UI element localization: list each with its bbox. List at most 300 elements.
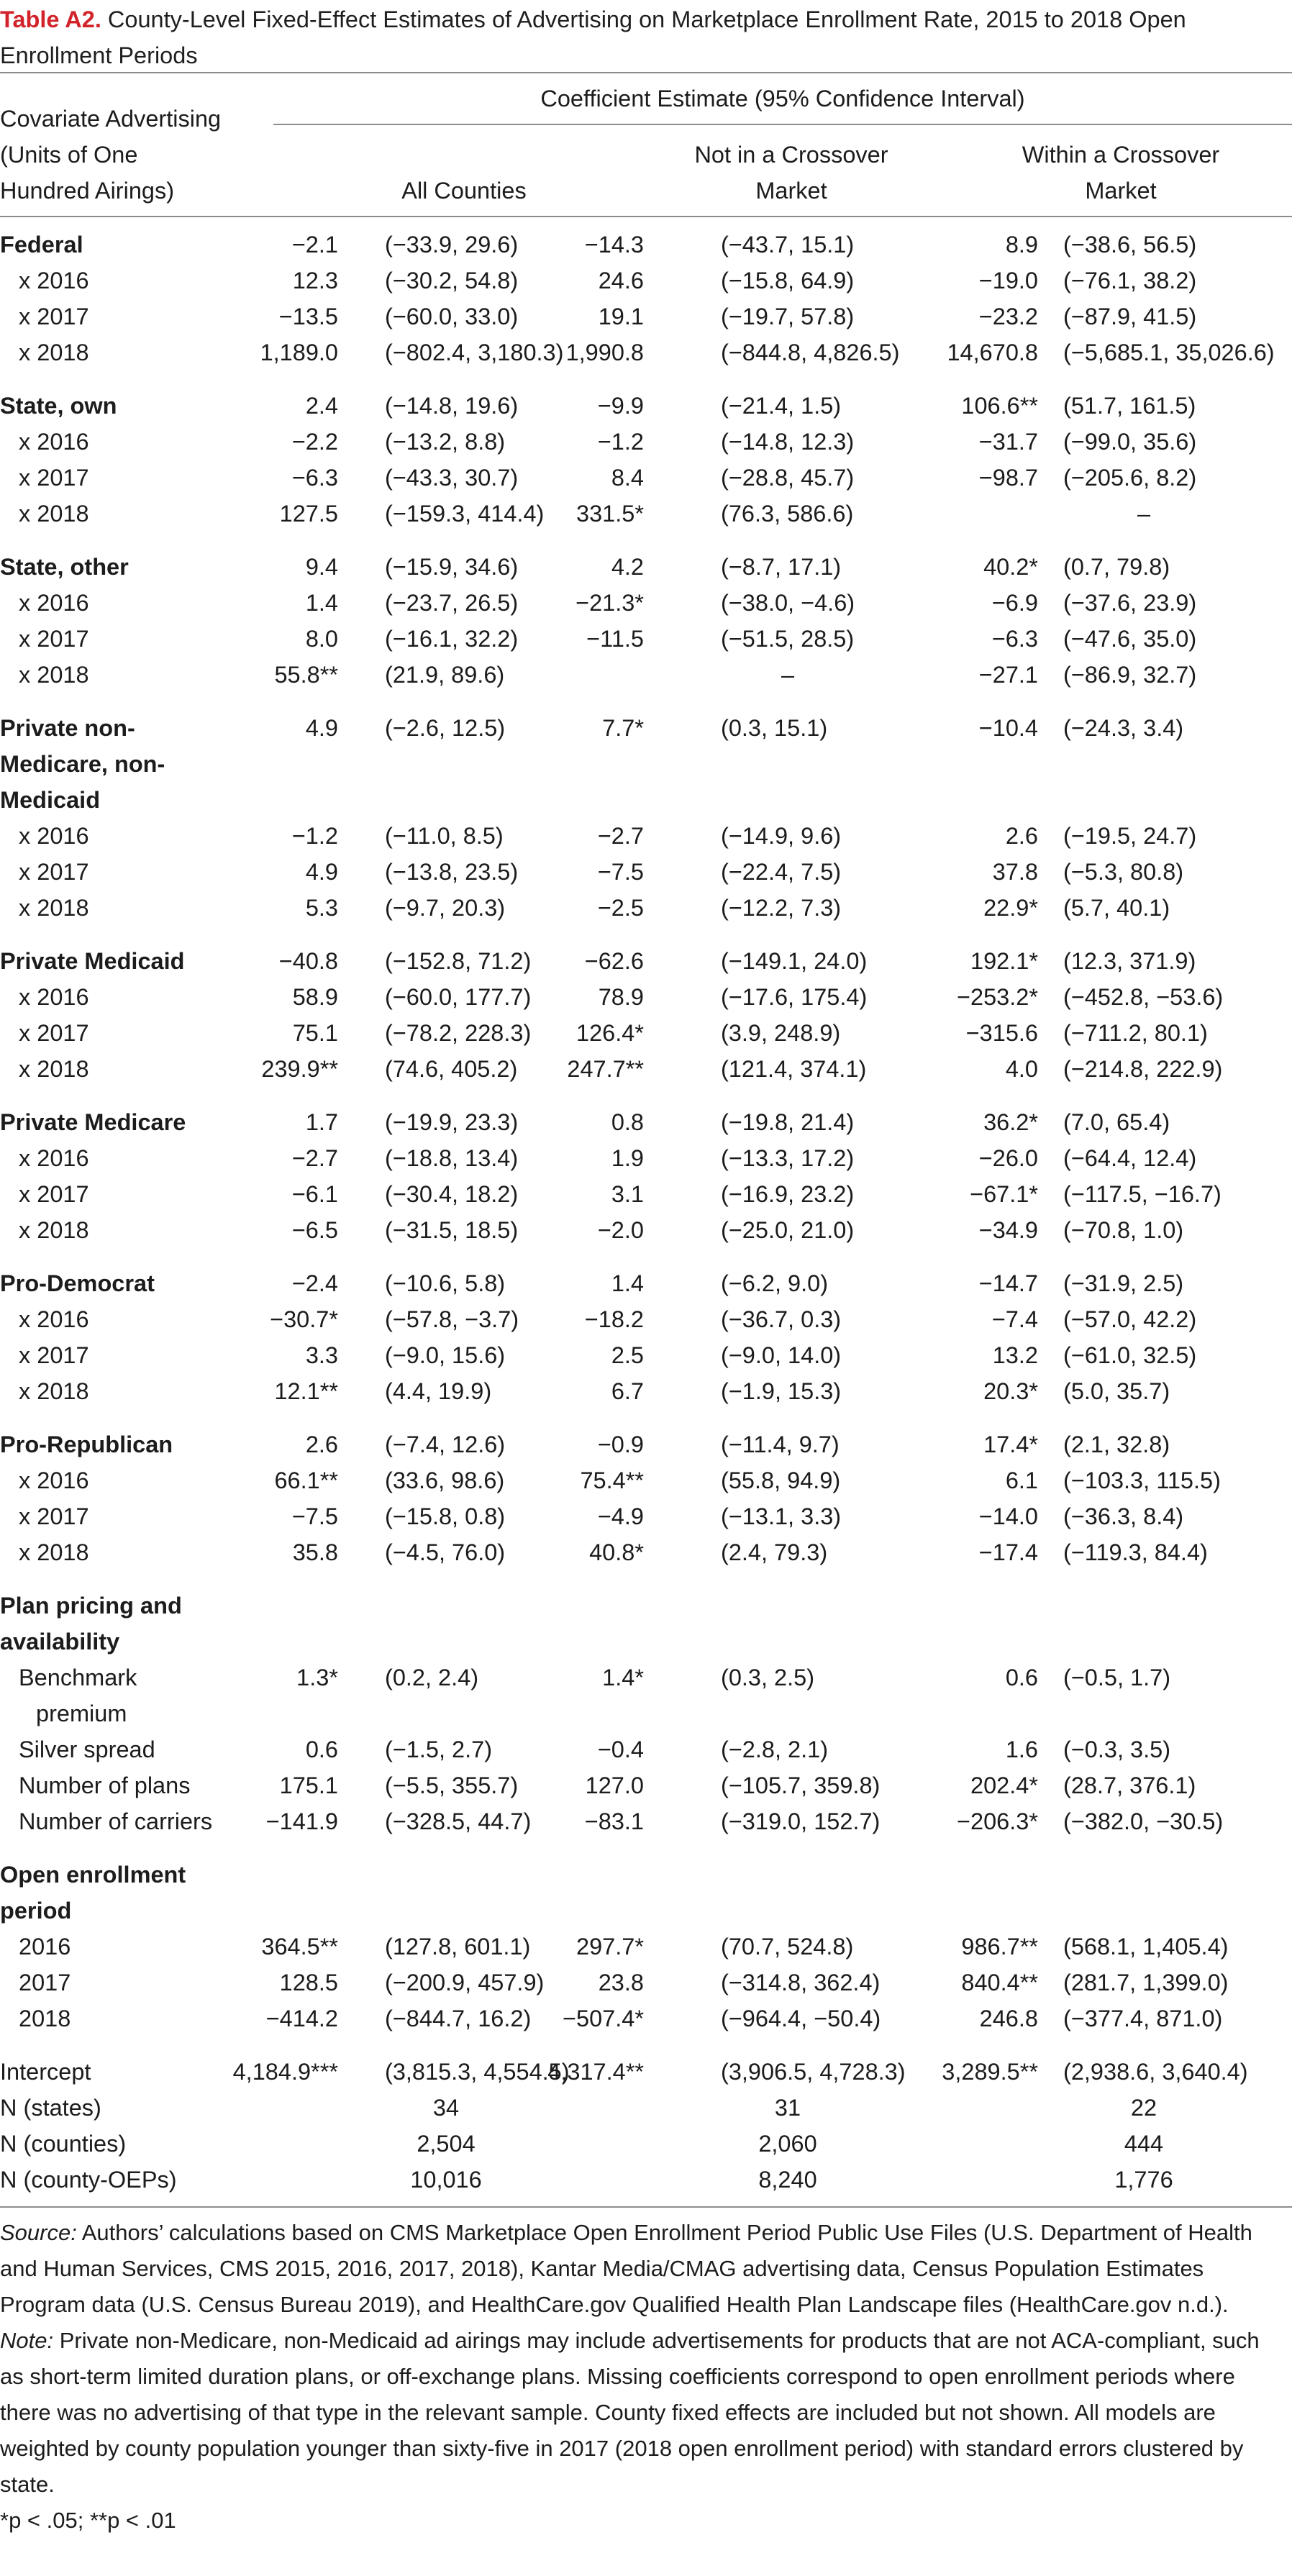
ci-cell: (−64.4, 12.4) xyxy=(1063,1145,1197,1171)
ci-cell: (51.7, 161.5) xyxy=(1063,393,1196,419)
coefficient-cell: 55.8** xyxy=(274,662,338,688)
ci-cell: (−43.7, 15.1) xyxy=(721,232,855,258)
coefficient-cell: 4.2 xyxy=(611,554,644,580)
coefficient-cell: 78.9 xyxy=(598,984,644,1010)
coefficient-cell: 4.9 xyxy=(305,715,338,741)
coefficient-cell: 331.5* xyxy=(576,501,644,527)
ci-cell: (−87.9, 41.5) xyxy=(1063,304,1197,329)
significance-note: *p < .05; **p < .01 xyxy=(0,2508,176,2533)
ci-cell: (2.1, 32.8) xyxy=(1063,1432,1170,1457)
coefficient-cell: 23.8 xyxy=(598,1970,644,1995)
summary-value: 31 xyxy=(774,2095,801,2121)
ci-cell: (−13.1, 3.3) xyxy=(721,1503,842,1529)
summary-value: 1,776 xyxy=(1114,2167,1173,2193)
ci-cell: (74.6, 405.2) xyxy=(385,1056,518,1082)
coefficient-cell: 128.5 xyxy=(279,1970,338,1995)
ci-cell: (2,938.6, 3,640.4) xyxy=(1063,2059,1248,2085)
ci-cell: (−31.5, 18.5) xyxy=(385,1217,519,1243)
ci-cell: (2.4, 79.3) xyxy=(721,1539,828,1565)
ci-cell: (−14.9, 9.6) xyxy=(721,823,842,849)
general-note xyxy=(0,2323,1288,2503)
ci-cell: (76.3, 586.6) xyxy=(721,501,854,527)
ci-cell: (4.4, 19.9) xyxy=(385,1378,492,1404)
ci-cell: (−22.4, 7.5) xyxy=(721,859,842,885)
ci-cell: (−19.9, 23.3) xyxy=(385,1109,519,1135)
coefficient-cell: −13.5 xyxy=(278,304,338,329)
ci-cell: (−19.8, 21.4) xyxy=(721,1109,855,1135)
ci-cell: (−24.3, 3.4) xyxy=(1063,715,1184,741)
coefficient-cell: 239.9** xyxy=(261,1056,338,1082)
ci-cell: (−36.3, 8.4) xyxy=(1063,1503,1184,1529)
covariate-header-line-3: Hundred Airings) xyxy=(0,178,175,204)
coefficient-cell: 58.9 xyxy=(292,984,338,1010)
ci-cell: (−57.8, −3.7) xyxy=(385,1306,519,1332)
ci-cell: (127.8, 601.1) xyxy=(385,1934,531,1960)
row-label: Medicaid xyxy=(0,787,101,813)
coefficient-cell: −19.0 xyxy=(978,268,1038,293)
ci-cell: (55.8, 94.9) xyxy=(721,1467,841,1493)
coefficient-cell: 1.4 xyxy=(611,1270,644,1296)
coefficient-cell: −1.2 xyxy=(597,429,644,455)
coefficient-cell: −17.4 xyxy=(978,1539,1038,1565)
row-label: premium xyxy=(36,1701,127,1726)
row-label: Federal xyxy=(0,232,83,258)
ci-cell: (−17.6, 175.4) xyxy=(721,984,868,1010)
row-label: x 2017 xyxy=(19,1503,89,1529)
coefficient-cell: −6.3 xyxy=(291,465,338,491)
row-label: x 2017 xyxy=(19,1020,89,1046)
ci-cell: (−78.2, 228.3) xyxy=(385,1020,532,1046)
ci-cell: (−15.8, 64.9) xyxy=(721,268,855,293)
coefficient-cell: 14,670.8 xyxy=(947,340,1038,365)
ci-cell: (−16.1, 32.2) xyxy=(385,626,519,652)
coefficient-cell: −67.1* xyxy=(970,1181,1038,1207)
ci-cell: (3,815.3, 4,554.5) xyxy=(385,2059,570,2085)
coefficient-cell: 6.7 xyxy=(611,1378,644,1404)
col-header-within-crossover-line-1: Within a Crossover xyxy=(1022,142,1220,168)
ci-cell: (−47.6, 35.0) xyxy=(1063,626,1197,652)
coefficient-cell: 0.6 xyxy=(305,1737,338,1762)
coefficient-cell: 19.1 xyxy=(598,304,644,329)
coefficient-cell: 106.6** xyxy=(961,393,1038,419)
ci-cell: (−5,685.1, 35,026.6) xyxy=(1063,340,1275,365)
row-label: x 2017 xyxy=(19,304,89,329)
coefficient-cell: −11.5 xyxy=(586,626,644,652)
ci-cell: (−149.1, 24.0) xyxy=(721,948,868,974)
coefficient-cell: −40.8 xyxy=(278,948,338,974)
row-label: Plan pricing and xyxy=(0,1593,182,1619)
row-label: x 2017 xyxy=(19,1342,89,1368)
ci-cell: (−844.7, 16.2) xyxy=(385,2006,532,2031)
coefficient-cell: −6.1 xyxy=(291,1181,338,1207)
coefficient-cell: 0.8 xyxy=(611,1109,644,1135)
ci-cell: (−43.3, 30.7) xyxy=(385,465,519,491)
ci-cell: (−200.9, 457.9) xyxy=(385,1970,545,1995)
ci-cell: (28.7, 376.1) xyxy=(1063,1772,1196,1798)
ci-cell: (5.7, 40.1) xyxy=(1063,895,1170,921)
coefficient-cell: −14.3 xyxy=(584,232,644,258)
coefficient-cell: 6.1 xyxy=(1005,1467,1038,1493)
coefficient-cell: 20.3* xyxy=(983,1378,1038,1404)
summary-value: 2,060 xyxy=(758,2131,817,2157)
row-label: Medicare, non- xyxy=(0,751,165,777)
row-label: Open enrollment xyxy=(0,1862,186,1888)
coefficient-cell: 246.8 xyxy=(979,2006,1038,2031)
coefficient-cell: −21.3* xyxy=(576,590,644,616)
ci-cell: (−205.6, 8.2) xyxy=(1063,465,1197,491)
missing-value-dash: – xyxy=(1137,501,1151,527)
ci-cell: (−119.3, 84.4) xyxy=(1063,1539,1208,1565)
summary-label: N (counties) xyxy=(0,2131,127,2157)
row-label: 2017 xyxy=(19,1970,71,1995)
ci-cell: (−31.9, 2.5) xyxy=(1063,1270,1184,1296)
coefficient-cell: 75.4** xyxy=(580,1467,644,1493)
row-label: availability xyxy=(0,1629,120,1655)
ci-cell: (−38.6, 56.5) xyxy=(1063,232,1197,258)
row-label: x 2018 xyxy=(19,1056,89,1082)
ci-cell: (−33.9, 29.6) xyxy=(385,232,519,258)
coefficient-cell: −2.7 xyxy=(291,1145,338,1171)
ci-cell: (3.9, 248.9) xyxy=(721,1020,841,1046)
ci-cell: (−117.5, −16.7) xyxy=(1063,1181,1222,1207)
ci-cell: (0.3, 2.5) xyxy=(721,1665,815,1690)
ci-cell: (−13.8, 23.5) xyxy=(385,859,519,885)
ci-cell: (568.1, 1,405.4) xyxy=(1063,1934,1229,1960)
note-text: Private non-Medicare, non-Medicaid ad airings may include advertisements for products that are not ACA-compliant, such as short-term limited duration plans, or off-exchange plans. Missing coefficients correspond to open enrollment periods where there was no advertising of that type in the relevant sample. County fixed effects are included but not shown. All models are weighted by county population younger than sixty-five in 2017 (2018 open enrollment period) with standard errors clustered by state. xyxy=(0,2328,1260,2497)
ci-cell: (−19.7, 57.8) xyxy=(721,304,855,329)
coefficient-cell: 8.4 xyxy=(611,465,644,491)
row-label: Intercept xyxy=(0,2059,91,2085)
ci-cell: (−70.8, 1.0) xyxy=(1063,1217,1184,1243)
ci-cell: (−38.0, −4.6) xyxy=(721,590,855,616)
coefficient-cell: 2.6 xyxy=(1005,823,1038,849)
summary-label: N (states) xyxy=(0,2095,101,2121)
coefficient-cell: −2.5 xyxy=(597,895,644,921)
coefficient-cell: 175.1 xyxy=(279,1772,338,1798)
ci-cell: (−0.3, 3.5) xyxy=(1063,1737,1171,1762)
ci-cell: (−86.9, 32.7) xyxy=(1063,662,1197,688)
coefficient-cell: 13.2 xyxy=(992,1342,1038,1368)
coefficient-cell: −4.9 xyxy=(597,1503,644,1529)
covariate-header-line-1: Covariate Advertising xyxy=(0,106,222,132)
ci-cell: (−14.8, 12.3) xyxy=(721,429,855,455)
ci-cell: (−9.0, 15.6) xyxy=(385,1342,506,1368)
col-header-all-counties: All Counties xyxy=(401,178,527,204)
ci-cell: (0.3, 15.1) xyxy=(721,715,828,741)
table-title-text: County-Level Fixed-Effect Estimates of Advertising on Marketplace Enrollment Rate, 2015 to 2018 Open Enrollment Periods xyxy=(0,6,1186,68)
ci-cell: (−1.5, 2.7) xyxy=(385,1737,493,1762)
coefficient-cell: 12.1** xyxy=(274,1378,338,1404)
ci-cell: (5.0, 35.7) xyxy=(1063,1378,1170,1404)
source-note xyxy=(0,2215,1288,2323)
source-label: Source: xyxy=(0,2220,77,2245)
coefficient-cell: −6.9 xyxy=(991,590,1038,616)
ci-cell: (−30.2, 54.8) xyxy=(385,268,519,293)
coefficient-cell: 1.4* xyxy=(602,1665,644,1690)
coefficient-cell: 1.7 xyxy=(305,1109,338,1135)
ci-cell: (−2.8, 2.1) xyxy=(721,1737,829,1762)
summary-value: 34 xyxy=(432,2095,460,2121)
ci-cell: (−99.0, 35.6) xyxy=(1063,429,1197,455)
table-notes xyxy=(0,2215,1288,2539)
coefficient-cell: 3.1 xyxy=(611,1181,644,1207)
coefficient-cell: 3,289.5** xyxy=(942,2059,1038,2085)
coefficient-cell: 5.3 xyxy=(305,895,338,921)
ci-cell: (−37.6, 23.9) xyxy=(1063,590,1197,616)
coefficient-cell: 1.3* xyxy=(296,1665,338,1690)
ci-cell: (−802.4, 3,180.3) xyxy=(385,340,564,365)
ci-cell: (−60.0, 33.0) xyxy=(385,304,519,329)
summary-value: 2,504 xyxy=(417,2131,476,2157)
coefficient-cell: −23.2 xyxy=(978,304,1038,329)
coefficient-cell: −83.1 xyxy=(584,1808,644,1834)
coefficient-cell: 17.4* xyxy=(983,1432,1038,1457)
ci-cell: (12.3, 371.9) xyxy=(1063,948,1196,974)
row-label: period xyxy=(0,1898,72,1924)
row-label: State, other xyxy=(0,554,129,580)
coefficient-cell: −34.9 xyxy=(978,1217,1038,1243)
summary-value: 10,016 xyxy=(410,2167,482,2193)
coefficient-cell: 986.7** xyxy=(961,1934,1038,1960)
spanner-header: Coefficient Estimate (95% Confidence Interval) xyxy=(540,86,1025,111)
coefficient-cell: −2.0 xyxy=(597,1217,644,1243)
coefficient-cell: 202.4* xyxy=(970,1772,1038,1798)
coefficient-cell: 364.5** xyxy=(261,1934,338,1960)
missing-value-dash: – xyxy=(781,662,795,688)
row-label: 2018 xyxy=(19,2006,71,2031)
coefficient-cell: 127.5 xyxy=(279,501,338,527)
row-label: x 2016 xyxy=(19,1467,89,1493)
coefficient-cell: −0.4 xyxy=(597,1737,644,1762)
ci-cell: (−36.7, 0.3) xyxy=(721,1306,842,1332)
row-label: Pro-Republican xyxy=(0,1432,173,1457)
row-label: x 2016 xyxy=(19,590,89,616)
ci-cell: (−11.4, 9.7) xyxy=(721,1432,840,1457)
ci-cell: (−16.9, 23.2) xyxy=(721,1181,855,1207)
row-label: x 2018 xyxy=(19,1378,89,1404)
coefficient-cell: 840.4** xyxy=(961,1970,1038,1995)
coefficient-cell: 0.6 xyxy=(1005,1665,1038,1690)
row-label: x 2018 xyxy=(19,895,89,921)
coefficient-cell: 2.6 xyxy=(305,1432,338,1457)
coefficient-cell: 12.3 xyxy=(292,268,338,293)
ci-cell: (−159.3, 414.4) xyxy=(385,501,545,527)
ci-cell: (−51.5, 28.5) xyxy=(721,626,855,652)
row-label: x 2018 xyxy=(19,340,89,365)
row-label: Number of carriers xyxy=(19,1808,213,1834)
row-label: Silver spread xyxy=(19,1737,155,1762)
ci-cell: (−5.3, 80.8) xyxy=(1063,859,1184,885)
coefficient-cell: −2.1 xyxy=(291,232,338,258)
coefficient-cell: −141.9 xyxy=(265,1808,338,1834)
row-label: Number of plans xyxy=(19,1772,191,1798)
row-label: Private non- xyxy=(0,715,135,741)
coefficient-cell: 1,189.0 xyxy=(260,340,338,365)
coefficient-cell: 126.4* xyxy=(576,1020,644,1046)
row-label: x 2017 xyxy=(19,859,89,885)
ci-cell: (−9.7, 20.3) xyxy=(385,895,506,921)
summary-value: 444 xyxy=(1124,2131,1164,2157)
col-header-not-crossover-line-2: Market xyxy=(755,178,827,204)
ci-cell: (−25.0, 21.0) xyxy=(721,1217,855,1243)
coefficient-cell: 24.6 xyxy=(598,268,644,293)
coefficient-cell: −9.9 xyxy=(597,393,644,419)
row-label: Benchmark xyxy=(19,1665,137,1690)
row-label: x 2016 xyxy=(19,984,89,1010)
coefficient-cell: −18.2 xyxy=(584,1306,644,1332)
coefficient-cell: 37.8 xyxy=(992,859,1038,885)
ci-cell: (−19.5, 24.7) xyxy=(1063,823,1197,849)
row-label: x 2016 xyxy=(19,1145,89,1171)
ci-cell: (−10.6, 5.8) xyxy=(385,1270,506,1296)
row-label: Private Medicaid xyxy=(0,948,185,974)
coefficient-cell: −2.7 xyxy=(597,823,644,849)
coefficient-cell: −30.7* xyxy=(270,1306,338,1332)
coefficient-cell: 1.4 xyxy=(305,590,338,616)
coefficient-cell: 8.0 xyxy=(305,626,338,652)
ci-cell: (−18.8, 13.4) xyxy=(385,1145,519,1171)
coefficient-cell: −6.3 xyxy=(991,626,1038,652)
ci-cell: (−8.7, 17.1) xyxy=(721,554,842,580)
coefficient-cell: −98.7 xyxy=(978,465,1038,491)
coefficient-cell: −7.5 xyxy=(291,1503,338,1529)
coefficient-cell: 9.4 xyxy=(305,554,338,580)
ci-cell: (0.7, 79.8) xyxy=(1063,554,1170,580)
coefficient-cell: 40.8* xyxy=(589,1539,644,1565)
row-label: x 2018 xyxy=(19,1539,89,1565)
col-header-not-crossover-line-1: Not in a Crossover xyxy=(694,142,888,168)
coefficient-cell: 8.9 xyxy=(1005,232,1038,258)
coefficient-cell: 4,184.9*** xyxy=(232,2059,338,2085)
row-label: x 2017 xyxy=(19,1181,89,1207)
row-label: 2016 xyxy=(19,1934,71,1960)
coefficient-cell: −253.2* xyxy=(957,984,1038,1010)
ci-cell: (3,906.5, 4,728.3) xyxy=(721,2059,906,2085)
summary-value: 22 xyxy=(1130,2095,1157,2121)
table-label: Table A2. xyxy=(0,6,101,32)
coefficient-cell: −62.6 xyxy=(584,948,644,974)
coefficient-cell: −26.0 xyxy=(978,1145,1038,1171)
coefficient-cell: 1,990.8 xyxy=(565,340,644,365)
coefficient-cell: −10.4 xyxy=(978,715,1038,741)
ci-cell: (−15.9, 34.6) xyxy=(385,554,519,580)
ci-cell: (−76.1, 38.2) xyxy=(1063,268,1197,293)
ci-cell: (281.7, 1,399.0) xyxy=(1063,1970,1229,1995)
col-header-within-crossover-line-2: Market xyxy=(1085,178,1157,204)
ci-cell: (−12.2, 7.3) xyxy=(721,895,842,921)
ci-cell: (−964.4, −50.4) xyxy=(721,2006,881,2031)
row-label: x 2017 xyxy=(19,465,89,491)
row-label: x 2018 xyxy=(19,1217,89,1243)
ci-cell: (−9.0, 14.0) xyxy=(721,1342,842,1368)
coefficient-cell: 192.1* xyxy=(970,948,1038,974)
coefficient-cell: 4.9 xyxy=(305,859,338,885)
row-label: x 2018 xyxy=(19,501,89,527)
coefficient-cell: −7.4 xyxy=(991,1306,1038,1332)
row-label: x 2016 xyxy=(19,268,89,293)
ci-cell: (0.2, 2.4) xyxy=(385,1665,479,1690)
ci-cell: (−319.0, 152.7) xyxy=(721,1808,881,1834)
note-label: Note: xyxy=(0,2328,54,2353)
coefficient-cell: −1.2 xyxy=(291,823,338,849)
coefficient-cell: −14.0 xyxy=(978,1503,1038,1529)
ci-cell: (−103.3, 115.5) xyxy=(1063,1467,1221,1493)
coefficient-cell: −507.4* xyxy=(563,2006,644,2031)
ci-cell: (70.7, 524.8) xyxy=(721,1934,854,1960)
row-label: State, own xyxy=(0,393,117,419)
ci-cell: (−23.7, 26.5) xyxy=(385,590,519,616)
coefficient-cell: 4,317.4** xyxy=(547,2059,644,2085)
ci-cell: (−57.0, 42.2) xyxy=(1063,1306,1197,1332)
coefficient-cell: −6.5 xyxy=(291,1217,338,1243)
summary-label: N (county-OEPs) xyxy=(0,2167,177,2193)
row-label: x 2016 xyxy=(19,429,89,455)
ci-cell: (−28.8, 45.7) xyxy=(721,465,855,491)
ci-cell: (−13.3, 17.2) xyxy=(721,1145,855,1171)
ci-cell: (−21.4, 1.5) xyxy=(721,393,842,419)
coefficient-cell: 297.7* xyxy=(576,1934,644,1960)
coefficient-cell: −0.9 xyxy=(597,1432,644,1457)
ci-cell: (−5.5, 355.7) xyxy=(385,1772,519,1798)
ci-cell: (33.6, 98.6) xyxy=(385,1467,505,1493)
ci-cell: (−4.5, 76.0) xyxy=(385,1539,506,1565)
row-label: x 2016 xyxy=(19,1306,89,1332)
coefficient-cell: 40.2* xyxy=(983,554,1038,580)
ci-cell: (−13.2, 8.8) xyxy=(385,429,506,455)
coefficient-cell: 22.9* xyxy=(983,895,1038,921)
ci-cell: (−11.0, 8.5) xyxy=(385,823,504,849)
ci-cell: (−30.4, 18.2) xyxy=(385,1181,519,1207)
coefficient-cell: 66.1** xyxy=(274,1467,338,1493)
ci-cell: (−0.5, 1.7) xyxy=(1063,1665,1171,1690)
bottom-rule xyxy=(0,2206,1292,2208)
summary-value: 8,240 xyxy=(758,2167,817,2193)
ci-cell: (−214.8, 222.9) xyxy=(1063,1056,1223,1082)
coefficient-cell: 4.0 xyxy=(1005,1056,1038,1082)
ci-cell: (−14.8, 19.6) xyxy=(385,393,519,419)
coefficient-cell: −414.2 xyxy=(265,2006,338,2031)
coefficient-cell: 1.6 xyxy=(1005,1737,1038,1762)
coefficient-cell: −315.6 xyxy=(965,1020,1038,1046)
source-text: Authors’ calculations based on CMS Marketplace Open Enrollment Period Public Use Files (U.S. Department of Health and Human Services, CMS 2015, 2016, 2017, 2018), Kantar Media/CMAG advertising data, Census Population Estimates Program data (U.S. Census Bureau 2019), and HealthCare.gov Qualified Health Plan Landscape files (HealthCare.gov n.d.). xyxy=(0,2220,1252,2317)
coefficient-cell: 127.0 xyxy=(585,1772,644,1798)
coefficient-cell: 2.4 xyxy=(305,393,338,419)
coefficient-cell: 35.8 xyxy=(292,1539,338,1565)
coefficient-cell: −27.1 xyxy=(978,662,1038,688)
covariate-header-line-2: (Units of One xyxy=(0,142,138,168)
ci-cell: (−7.4, 12.6) xyxy=(385,1432,506,1457)
coefficient-cell: 2.5 xyxy=(611,1342,644,1368)
coefficient-cell: −7.5 xyxy=(597,859,644,885)
ci-cell: (−314.8, 362.4) xyxy=(721,1970,881,1995)
row-label: Pro-Democrat xyxy=(0,1270,155,1296)
ci-cell: (−452.8, −53.6) xyxy=(1063,984,1224,1010)
ci-cell: (−105.7, 359.8) xyxy=(721,1772,881,1798)
coefficient-cell: 1.9 xyxy=(611,1145,644,1171)
coefficient-cell: −2.2 xyxy=(291,429,338,455)
coefficient-cell: 7.7* xyxy=(602,715,644,741)
ci-cell: (21.9, 89.6) xyxy=(385,662,505,688)
row-label: x 2016 xyxy=(19,823,89,849)
row-label: Private Medicare xyxy=(0,1109,186,1135)
coefficient-cell: 75.1 xyxy=(292,1020,338,1046)
coefficient-cell: −206.3* xyxy=(957,1808,1038,1834)
ci-cell: (−377.4, 871.0) xyxy=(1063,2006,1223,2031)
ci-cell: (−60.0, 177.7) xyxy=(385,984,532,1010)
ci-cell: (−61.0, 32.5) xyxy=(1063,1342,1197,1368)
ci-cell: (−6.2, 9.0) xyxy=(721,1270,829,1296)
ci-cell: (−2.6, 12.5) xyxy=(385,715,506,741)
